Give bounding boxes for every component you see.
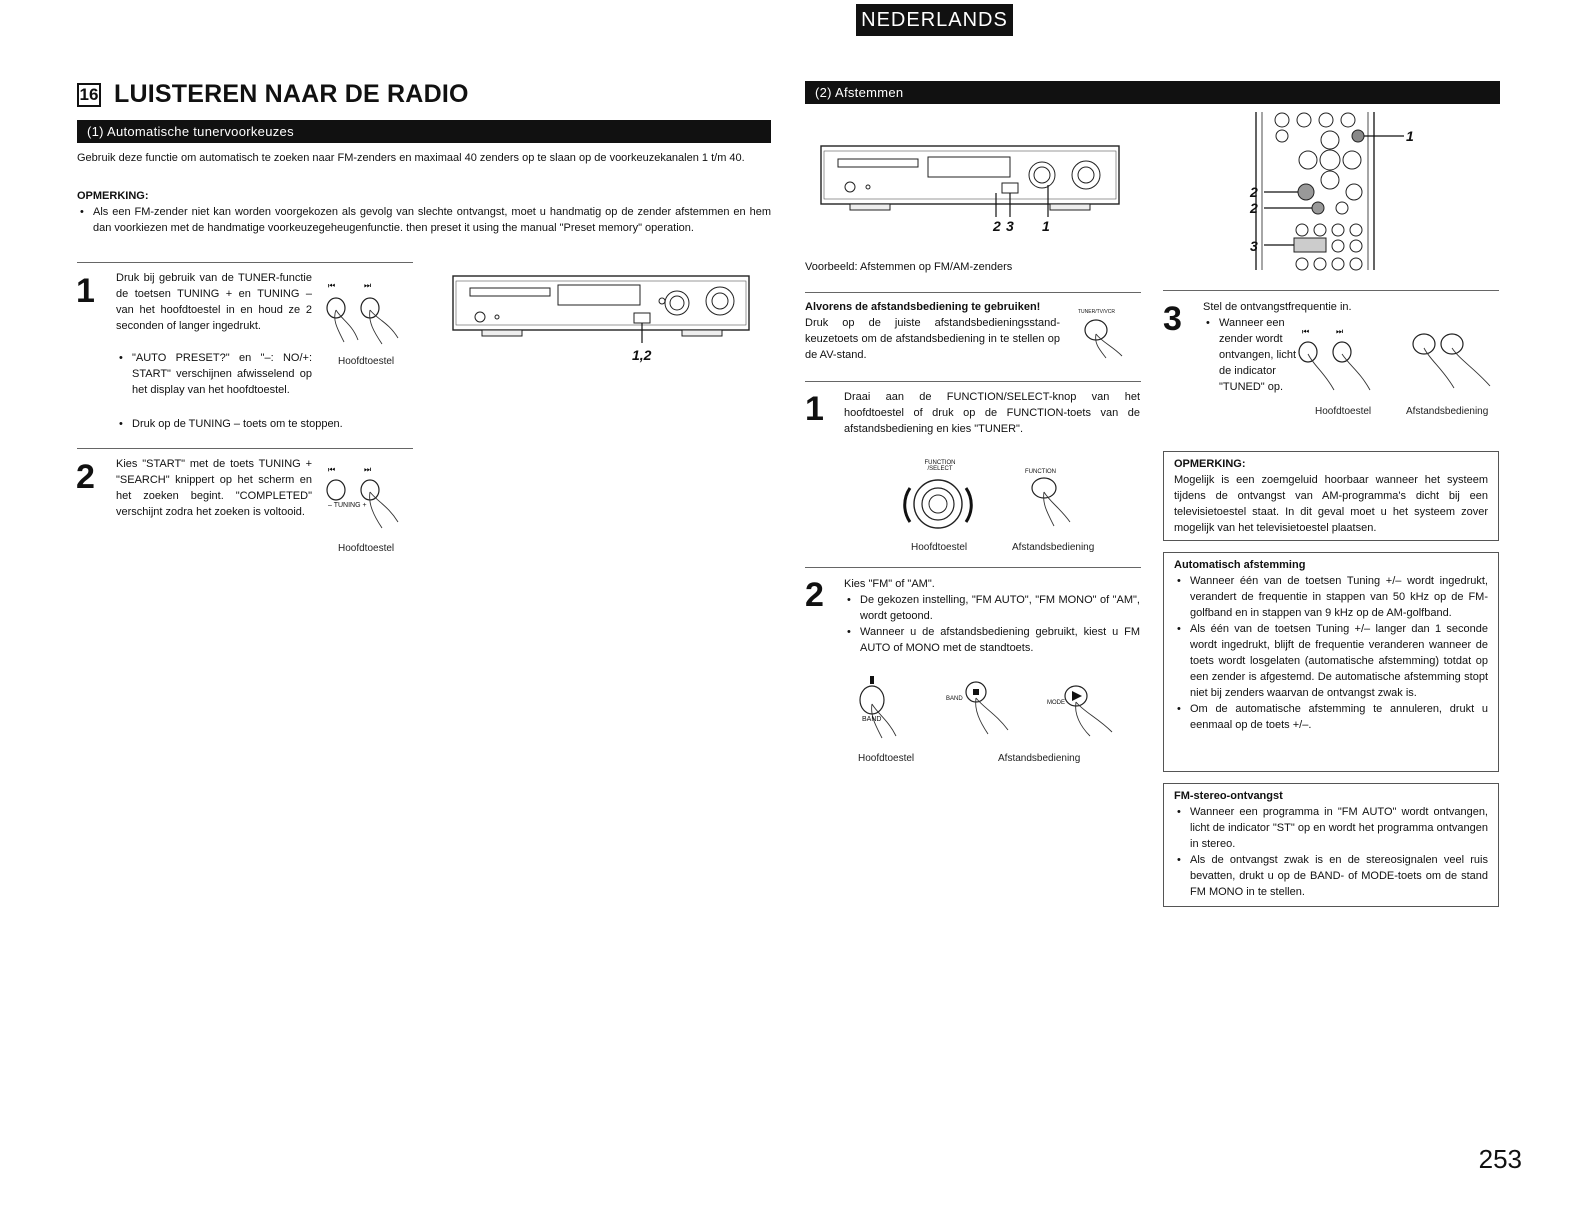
caption-main-unit: Hoofdtoestel <box>1315 406 1372 417</box>
step2-fmam-text: Kies "FM" of "AM". <box>844 578 935 590</box>
tuning-buttons-illustration <box>322 280 412 350</box>
tuning-plus-illustration <box>322 464 412 534</box>
step2-bullets <box>844 592 1140 656</box>
receiver-illustration-tuning <box>820 145 1120 235</box>
note-box-text: Mogelijk is een zoemgeluid hoorbaar wanneer het systeem tijdens de ontvangst van AM-programma's dicht bij een televisietoestel staat. In dit geval moet u het systeem zover mogelijk van het televisietoestel plaatsen. <box>1174 474 1488 534</box>
divider <box>805 567 1141 568</box>
step3-bullets <box>1203 315 1310 395</box>
fm-stereo-item: • Wanneer een programma in "FM AUTO" wordt ontvangen, licht de indicator "ST" op en wordt het programma ontvangen in stereo. <box>1190 804 1488 852</box>
device-callout: 1,2 <box>632 347 652 363</box>
band-mode-illustration <box>852 676 1132 746</box>
band-label-main: BAND <box>862 716 882 723</box>
auto-tuning-box <box>1163 552 1499 772</box>
remote-heading: Alvorens de afstandsbediening te gebruiken! <box>805 301 1041 313</box>
intro-text: Gebruik deze functie om automatisch te zoeken naar FM-zenders en maximaal 40 zenders op te slaan op de voorkeuzekanalen 1 t/m 40. <box>77 152 745 164</box>
remote-callout-3: 3 <box>1250 238 1258 254</box>
function-button-illustration <box>1028 476 1098 536</box>
step1-bullet: • Druk op de TUNING – toets om te stoppen. <box>132 416 406 432</box>
fm-stereo-item: • Als de ontvangst zwak is en de stereosignalen veel ruis bevatten, drukt u op de BAND- of MODE-toets om de stand FM MONO in te stellen. <box>1190 852 1488 900</box>
note-box-heading: OPMERKING: <box>1174 458 1246 470</box>
note-heading: OPMERKING: <box>77 190 149 202</box>
svg-text:⏮: ⏮ <box>328 465 336 474</box>
caption-main-unit: Hoofdtoestel <box>911 542 968 553</box>
svg-text:⏭: ⏭ <box>1336 327 1344 336</box>
caption-main-unit: Hoofdtoestel <box>338 543 395 554</box>
chapter-title: LUISTEREN NAAR DE RADIO <box>114 80 469 108</box>
svg-text:⏮: ⏮ <box>328 281 336 290</box>
fm-stereo-heading: FM-stereo-ontvangst <box>1174 790 1283 802</box>
step-number: 2 <box>805 576 824 614</box>
receiver-front-panel-illustration <box>452 275 750 345</box>
step2-bullet: • Wanneer u de afstandsbediening gebruikt, kiest u FM AUTO of MONO met de standtoets. <box>860 624 1140 656</box>
svg-text:⏭: ⏭ <box>364 465 372 474</box>
auto-tuning-heading: Automatisch afstemming <box>1174 559 1306 571</box>
knob-label: FUNCTION /SELECT <box>924 460 956 472</box>
step2-text: Kies "START" met de toets TUNING + "SEARCH" knippert op het scherm en het zoeken begint. "COMPLETED" verschijnt zodra het zoeken is voltooid. <box>116 458 312 518</box>
caption-main-unit: Hoofdtoestel <box>338 356 395 367</box>
step1-bullet: • "AUTO PRESET?" en "–: NO/+: START" verschijnen afwisselend op het display van het hoofdtoestel. <box>132 350 312 398</box>
remote-callout-1: 1 <box>1406 128 1414 144</box>
divider <box>77 448 413 449</box>
step-number: 1 <box>76 272 95 310</box>
svg-text:⏭: ⏭ <box>364 281 372 290</box>
step3-text: Stel de ontvangstfrequentie in. <box>1203 301 1352 313</box>
remote-control-illustration <box>1246 112 1386 272</box>
caption-remote: Afstandsbediening <box>998 753 1081 764</box>
auto-tuning-item: • Wanneer één van de toetsen Tuning +/– wordt ingedrukt, verandert de frequentie in stappen van 50 kHz op de FM-golfband en in stappen van 9 kHz op de AM-golfband. <box>1190 573 1488 621</box>
step1-bullets <box>116 350 312 398</box>
step-number: 1 <box>805 390 824 428</box>
divider <box>805 292 1141 293</box>
step1-text: Druk bij gebruik van de TUNER-functie de toetsen TUNING + en TUNING – van het hoofdtoestel in en houd ze 2 seconden of langer ingedrukt. <box>116 272 312 332</box>
remote-mode-button-label: TUNER/TV/VCR <box>1078 309 1115 315</box>
band-label-remote: BAND <box>946 696 963 702</box>
fm-stereo-box <box>1163 783 1499 907</box>
tuning-buttons-illustration-step3 <box>1294 326 1500 400</box>
tuning-label: – TUNING + <box>328 502 367 509</box>
note-box <box>1163 451 1499 541</box>
step1-tuner-text: Draai aan de FUNCTION/SELECT-knop van het hoofdtoestel of druk op de FUNCTION-toets van de afstandsbediening en kies "TUNER". <box>844 391 1140 435</box>
chapter-number: 16 <box>77 83 101 107</box>
remote-callout-2: 2 <box>1250 184 1258 200</box>
auto-tuning-item: • Om de automatische afstemming te annuleren, drukt u eenmaal op de toets +/–. <box>1190 701 1488 733</box>
device-callout-2: 2 <box>993 218 1001 234</box>
step3-bullet: • Wanneer een zender wordt ontvangen, licht de indicator "TUNED" op. <box>1219 315 1307 395</box>
note-text <box>77 204 771 236</box>
step-number: 2 <box>76 458 95 496</box>
language-tab: NEDERLANDS <box>856 4 1013 36</box>
page-number: 253 <box>1478 1144 1522 1174</box>
divider <box>77 262 413 263</box>
step2-bullet: • De gekozen instelling, "FM AUTO", "FM MONO" of "AM", wordt getoond. <box>860 592 1140 624</box>
divider <box>1163 290 1499 291</box>
caption-remote: Afstandsbediening <box>1406 406 1489 417</box>
divider <box>805 381 1141 382</box>
step1-bullets-2 <box>116 416 406 432</box>
example-caption: Voorbeeld: Afstemmen op FM/AM-zenders <box>805 261 1013 273</box>
remote-callout-2b: 2 <box>1250 200 1258 216</box>
remote-mode-button-illustration <box>1080 316 1140 360</box>
auto-tuning-item: • Als één van de toetsen Tuning +/– langer dan 1 seconde wordt ingedrukt, blijft de frequentie veranderen wanneer de toets wordt losgelaten (automatische afstemming) totdat op een zender is afgestemd. De automatische afstemming stopt niet bij zenders waarvan de ontvangst zwak is. <box>1190 621 1488 701</box>
device-callout-3: 3 <box>1006 218 1014 234</box>
caption-main-unit: Hoofdtoestel <box>858 753 915 764</box>
note-bullet: • Als een FM-zender niet kan worden voorgekozen als gevolg van slechte ontvangst, moet u handmatig op de zender afstemmen en hem dan voorkiezen met de handmatige voorkeuzegeheugenfunctie. then preset it using the manual "Preset memory" operation. <box>93 204 771 236</box>
step-number: 3 <box>1163 300 1182 338</box>
remote-text: Druk op de juiste afstandsbedieningsstand-keuzetoets om de afstandsbediening in te stellen op de AV-stand. <box>805 317 1060 361</box>
section-title-auto-preset: (1) Automatische tunervoorkeuzes <box>77 120 771 143</box>
section-title-tuning: (2) Afstemmen <box>805 81 1500 104</box>
function-select-knob-illustration <box>898 476 978 536</box>
caption-remote: Afstandsbediening <box>1012 542 1095 553</box>
svg-text:⏮: ⏮ <box>1302 327 1310 336</box>
mode-label-remote: MODE <box>1047 700 1065 706</box>
device-callout-1: 1 <box>1042 218 1050 234</box>
function-button-label: FUNCTION <box>1025 469 1056 475</box>
